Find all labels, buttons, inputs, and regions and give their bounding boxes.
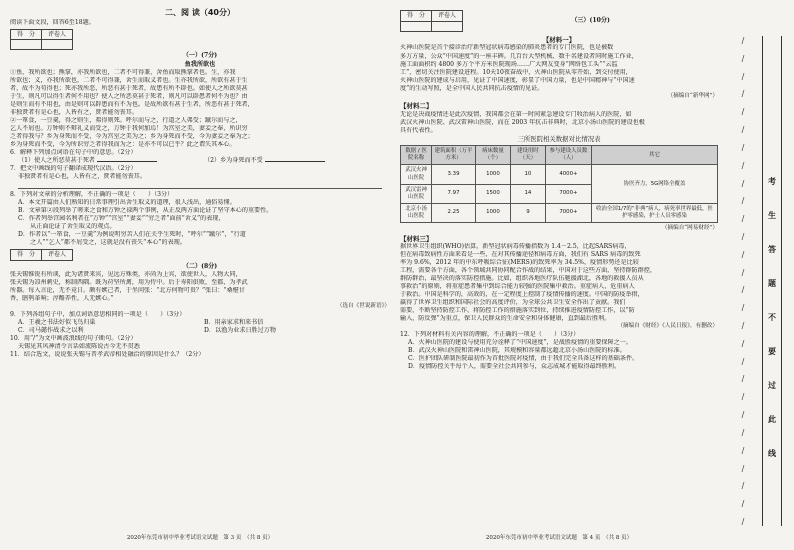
- right-page: [400, 8, 718, 542]
- text-line: 需要，不断坚持防控工作，将防控工作的措施落实到位，持续推进疫情防控工作，以“防: [400, 307, 635, 315]
- material2-text: [400, 111, 718, 135]
- q6b-answer[interactable]: [265, 161, 325, 162]
- table-cell: 7000+: [545, 203, 591, 222]
- material2-title: 【材料二】: [400, 102, 433, 111]
- option-line: D．作者以“一箪食，一豆羹”为例说明穷苦人们在关乎生死时，“呼尔”“蹴尔”，“行道: [18, 231, 246, 239]
- q8-options: [10, 199, 390, 247]
- cut-mark: /: [741, 231, 745, 241]
- score-box-2: [10, 249, 73, 261]
- cut-mark: /: [741, 36, 745, 45]
- table-header-cell: 其它: [591, 146, 717, 165]
- text-line: 赢得了世界卫生组织和国际社会的高度评价，为全球公共卫生安全作出了贡献。我们: [400, 299, 626, 307]
- cut-mark: /: [741, 178, 745, 188]
- text-line: 据世界卫生组织(WHO)估算，新型冠状病毒传播指数为 1.4－2.5，比起SARS病毒，: [400, 243, 631, 251]
- table-row: [401, 203, 718, 222]
- table-cell: 协医齐力，5G网络全覆盖: [591, 165, 717, 204]
- table-cell: 收治全国1/7的“非典”病人，病死率世界最低，医护零感染，护士人员零感染: [591, 203, 717, 222]
- part3-heading: （三）(10分): [571, 16, 610, 24]
- option-line: 从正面论证了舍生取义的观点。: [18, 223, 116, 231]
- cut-mark: /: [741, 463, 745, 473]
- table-header-cell: 建筑面积（万平方米）: [432, 146, 476, 165]
- q12-options: [400, 339, 718, 371]
- table-cell: 10: [510, 165, 545, 184]
- warning-char: 考: [768, 177, 776, 186]
- left-footer: 2020年东莞市初中毕业考试语文试题 第 3 页 （共 8 页）: [126, 534, 274, 541]
- part1-heading: （一）(7分): [182, 52, 218, 60]
- table-cell: 2.25: [432, 203, 476, 222]
- text-line: 张天锡为凉州刺史，称制西隅。既为苻坚所禽，用为侍中。后于寿阳俱败，至都，为孝武: [10, 279, 248, 287]
- q10-text: 10．用“/”为文中画波浪线的句子断句。（2分）: [10, 334, 137, 342]
- cut-mark: /: [741, 160, 745, 170]
- q6-items: [10, 157, 390, 165]
- text-line: 具有代表性。: [400, 126, 437, 134]
- cut-mark: /: [741, 481, 745, 491]
- warning-char: 题: [768, 279, 776, 288]
- q10-sentence: 天锡见其风神清令言话如流陈说古今无不贯悉: [18, 342, 140, 350]
- text-line: 火神山医院的建成与启用，见证了中国速度，彰显了中国力量，也是中国精神与“中国速: [400, 76, 635, 84]
- table-cell: 14: [510, 184, 545, 203]
- text-line: 张天锡惟锐有所谈，此为诸贤来宾，见远方殊类，亦尚为上宾，欲使世人，人物大同，: [10, 271, 242, 279]
- cut-mark: /: [741, 410, 745, 420]
- table-cell: 1000: [475, 203, 510, 222]
- table-cell: 北京小汤山医院: [401, 203, 432, 222]
- left-page: [10, 8, 390, 542]
- table-cell: 9: [510, 203, 545, 222]
- table-cell: 7.97: [432, 184, 476, 203]
- option-line: A．火神山医院的建设与使用充分诠释了“中国速度”，是战胜疫情的重要保障之一。: [408, 338, 632, 346]
- score-box: [10, 29, 73, 51]
- q11-text: 11．结合选文，说说张天锡与晋孝武帝相处融洽的原因是什么？（2分）: [10, 350, 205, 358]
- cut-mark: /: [741, 214, 745, 224]
- cut-mark: /: [741, 374, 745, 384]
- cut-mark: /: [741, 196, 745, 206]
- cut-mark: /: [741, 427, 745, 437]
- part1-paragraph-2: [10, 117, 390, 149]
- warning-char: 生: [768, 211, 776, 220]
- text-line: 于生，则凡可以得生者何不用也？使人之所恶莫甚于死者，则凡可以辟患者何不为也？由: [10, 92, 248, 100]
- cut-mark: /: [741, 267, 745, 277]
- q9-text: 9．下列各组句子中，加点词语意思相同的一项是（ ）（3分）: [10, 310, 186, 318]
- reviewer-label: 评卷人: [42, 29, 73, 40]
- text-line: 率为 9.6%，2012 年的中东呼吸综合征(MERS)的致死率为 34.5%，疫情形势还是比较: [400, 259, 639, 267]
- option-line: C．作者列举宫园名利者在“万钟”“宫室”“妻妾”“穷乏者”面前“舍义”的表现，: [18, 215, 225, 223]
- option-line: D．疫情防控关乎每个人，需要全社会共同参与，众志成城才能取得最终胜利。: [408, 362, 621, 370]
- table-cell: 武汉雷神山医院: [401, 184, 432, 203]
- warning-char: 不: [768, 313, 776, 322]
- text-line: 香，鸱鸮革响；淳酪养性，人无嫉心。”: [10, 295, 114, 303]
- text-line: 群防群治，最坚决的落实防控措施。比如，组织各地医疗队伍驰援湖北，各地的救援人员从: [400, 275, 644, 283]
- warning-char: 答: [768, 245, 776, 254]
- table-cell: 7000+: [545, 184, 591, 203]
- score-cell[interactable]: [11, 40, 42, 50]
- hospital-table: [400, 145, 718, 223]
- reviewer-cell[interactable]: [42, 40, 73, 50]
- q6a-answer[interactable]: [97, 161, 157, 162]
- section-title: 二、阅 读（40分）: [165, 8, 235, 17]
- table-header-cell: 建设用时（天）: [510, 146, 545, 165]
- text-line: 事救治”的原则，将重症患者集中到综合能力较强的医院集中救治。重症病人，危重病人: [400, 283, 635, 291]
- option-line: 之人”“乞人”都不屑受之，这就是没有丧失“本心”的表现。: [18, 239, 186, 247]
- cut-mark: /: [741, 392, 745, 402]
- reviewer-label-2: 评卷人: [42, 250, 73, 261]
- score-label-3: 得 分: [401, 11, 432, 22]
- warning-char: 此: [768, 415, 776, 424]
- text-line: 是则生而有不用也，由是则可以辟患而有不为也。是故所欲有甚于生者，所恶有甚于死者，: [10, 100, 254, 108]
- text-line: 非独贤者有是心也，人皆有之，贤者能勿丧耳。: [10, 108, 138, 116]
- q12-text: 12．下列对材料有关内容的理解，不正确的一项是（ ）（3分）: [400, 330, 580, 338]
- part2-heading: （二）(8分): [182, 263, 218, 271]
- q9-options: [10, 319, 390, 335]
- cut-mark: /: [741, 445, 745, 455]
- warning-column: [762, 36, 782, 526]
- text-line: 施工面面积约 4800 多万个平方米医院现场……广大网友变身“网络包工头”“云监: [400, 60, 618, 68]
- table-header-cell: 病床数量（个）: [475, 146, 510, 165]
- text-line: 于救治。中国是科学的，高效的，在一定程度上控制了疫情传播的速度。中国的防疫举措，: [400, 291, 644, 299]
- option-line: C．医护团队研制医院最初作为首批医院对疫情，由于我们完全具备这样的基础条件。: [408, 354, 639, 362]
- text-line: 多万方量，公众“中国速度”的一座丰碑。几百台大型机械、数千名建设者同时施工作业，: [400, 52, 638, 60]
- cut-mark: /: [741, 53, 745, 63]
- text-line: 输入，防反弹”为重点，保卫人民群众的生命安全和身体健康，直到最后胜利。: [400, 315, 611, 323]
- cut-mark: /: [741, 321, 745, 330]
- binding-strip: [726, 36, 786, 526]
- score-cell-3[interactable]: [401, 21, 432, 31]
- q6-text: 6．解释下列加点词语在句子中的意思。（2分）: [10, 148, 137, 156]
- text-line: 但在病毒致病性方面来看是一些，在对其传播途径和病毒方面，我们有 SARS 病毒的致死: [400, 251, 641, 259]
- option-line: B．武汉火神山医院和雷神山医院，其规模和容量都远超北京小汤山医院的标准。: [408, 346, 626, 354]
- option-line: C．司马懿作战求之以利: [18, 326, 84, 334]
- text-line: 乡为身死而不受，今为所识穷乏者得我而为之：是亦不可以已乎？此之谓失其本心。: [10, 140, 236, 148]
- table-title: 三所医院相关数据对比情况表: [517, 134, 601, 143]
- material1-source: （摘编自“新华网”）: [667, 92, 718, 99]
- score-label-2: 得 分: [11, 250, 42, 261]
- cut-mark: /: [741, 107, 745, 117]
- reviewer-label-3: 评卷人: [432, 11, 463, 22]
- material3-text: [400, 243, 718, 323]
- table-cell: 1500: [475, 184, 510, 203]
- part2-text: [10, 271, 390, 303]
- right-footer: 2020年东莞市初中毕业考试语文试题 第 4 页 （共 8 页）: [485, 534, 633, 541]
- part2-source: （选自《世说新语》）: [336, 303, 390, 310]
- option-row: [18, 319, 390, 327]
- option-line: D．以渔为业求日胜过万物: [204, 326, 276, 334]
- table-source: （摘编自“网易财经”）: [661, 225, 718, 232]
- score-label: 得 分: [11, 29, 42, 40]
- q7-sentence: 非独贤者有是心也，人皆有之，贤者能勿丧耳。: [18, 172, 146, 180]
- text-line: 度”的生动写照，是全中国人民共同抗击疫情的见证。: [400, 84, 544, 92]
- table-cell: 1000: [475, 165, 510, 184]
- cut-mark: /: [741, 71, 745, 81]
- text-line: 乏者得我与？乡为身死而不受，今为宫室之美为之；乡为身死而不受，今为妻妾之奉为之；: [10, 132, 254, 140]
- cut-mark: /: [741, 516, 745, 526]
- text-line: 所器。每入言论，无不竟日。颇有嫉己者，于坐问张：“北方何物可贵？”张曰：“桑椹甘: [10, 287, 245, 295]
- text-line: 无论是决战疫情还是此次疫情，我国都会在第一时间紧急建设专门收治病人的医院，如: [400, 110, 632, 118]
- cut-mark: /: [741, 125, 745, 135]
- option-line: B．用亲家求和来书信: [204, 318, 264, 326]
- option-line: A．王羲之书法好似飞鸟归巢: [18, 318, 96, 326]
- material1-title: 【材料一】: [542, 35, 576, 44]
- intro-text: 阅读下面文段，回答6至18题。: [10, 18, 95, 26]
- option-line: A．本文开篇由人们熟知的日常事理引出舍生取义的道理，很人浅出，通俗易懂。: [18, 199, 236, 207]
- material3-source: （摘编自《财经》《人民日报》，有删改）: [617, 323, 718, 330]
- text-line: 者，故不为苟得也；死亦我所恶，所恶有甚于死者，故患有所不辟也。如使人之所欲莫甚: [10, 84, 248, 92]
- part1-title: 鱼我所欲也: [184, 60, 216, 68]
- cut-mark: /: [741, 89, 745, 99]
- warning-char: 线: [768, 449, 776, 458]
- option-line: B．文章第②段列举了嗟来之食和万钟之禄两个事例，从正反两方面论证了坚守本心的重要性。: [18, 207, 273, 215]
- q6b-text: （2）乡为身死而不受: [204, 156, 263, 164]
- table-cell: 4000+: [545, 165, 591, 184]
- cut-mark: /: [741, 142, 745, 152]
- table-cell: 3.39: [432, 165, 476, 184]
- material3-title: 【材料三】: [400, 234, 433, 243]
- q6a-text: （1）使人之所恶莫甚于死者: [18, 156, 96, 164]
- table-row: [401, 165, 718, 184]
- text-line: ②一箪食，一豆羹，得之则生，弗得则死。呼尔而与之，行道之人弗受；蹴尔而与之，: [10, 116, 242, 124]
- q7-answer-line[interactable]: [18, 181, 382, 189]
- part1-paragraph-1: [10, 69, 390, 117]
- text-line: 工程，需要各个方面，各个领域共同协同配合作战的结果，中国对于这些方面，坚持群防群控，: [400, 267, 656, 275]
- text-line: 所欲也；义，亦我所欲也，二者不可得兼，舍生而取义者也。生亦我所欲，所欲有甚于生: [10, 76, 248, 84]
- cut-line: [738, 36, 748, 526]
- table-header-cell: 数据 / 医院名称: [401, 146, 432, 165]
- table-cell: 武汉火神山医院: [401, 165, 432, 184]
- text-line: 乞人不屑也。万钟则不辩礼义而受之，万钟于我何加焉！为宫室之美，妻妾之奉，所识穷: [10, 124, 248, 132]
- cut-mark: /: [741, 303, 745, 313]
- cut-mark: /: [741, 338, 745, 348]
- text-line: 工”，密切关注医院建设进程。10天10夜奋战中，火神山医院从零开始，到交付使用，: [400, 68, 632, 76]
- cut-mark: /: [741, 249, 745, 259]
- warning-char: 过: [768, 381, 776, 390]
- material1-text: [400, 44, 718, 92]
- table-header-row: [401, 146, 718, 165]
- option-row: [18, 327, 390, 335]
- reviewer-cell-3[interactable]: [432, 21, 463, 31]
- text-line: 火神山医院是首个接诊治疗新型冠状病毒感染的肺炎患者的专门医院，也是被数: [400, 44, 614, 52]
- text-line: 武汉火神山医院、武汉雷神山医院，而在 2003 年抗击非典时，北京小汤山医院的建设也极: [400, 118, 645, 126]
- cut-mark: /: [741, 356, 745, 366]
- q7-text: 7．把文中画线的句子翻译成现代汉语。（2分）: [10, 164, 137, 172]
- cut-mark: /: [741, 499, 745, 509]
- text-line: ①鱼，我所欲也；熊掌，亦我所欲也，二者不可得兼，舍鱼而取熊掌者也。生，亦我: [10, 68, 236, 76]
- q8-text: 8．下列对文章的分析理解，不正确的一项是（ ）（3分）: [10, 190, 174, 198]
- warning-char: 要: [768, 347, 776, 356]
- table-header-cell: 参与建设人员数（人）: [545, 146, 591, 165]
- score-box-3: [400, 10, 463, 32]
- cut-mark: /: [741, 285, 745, 295]
